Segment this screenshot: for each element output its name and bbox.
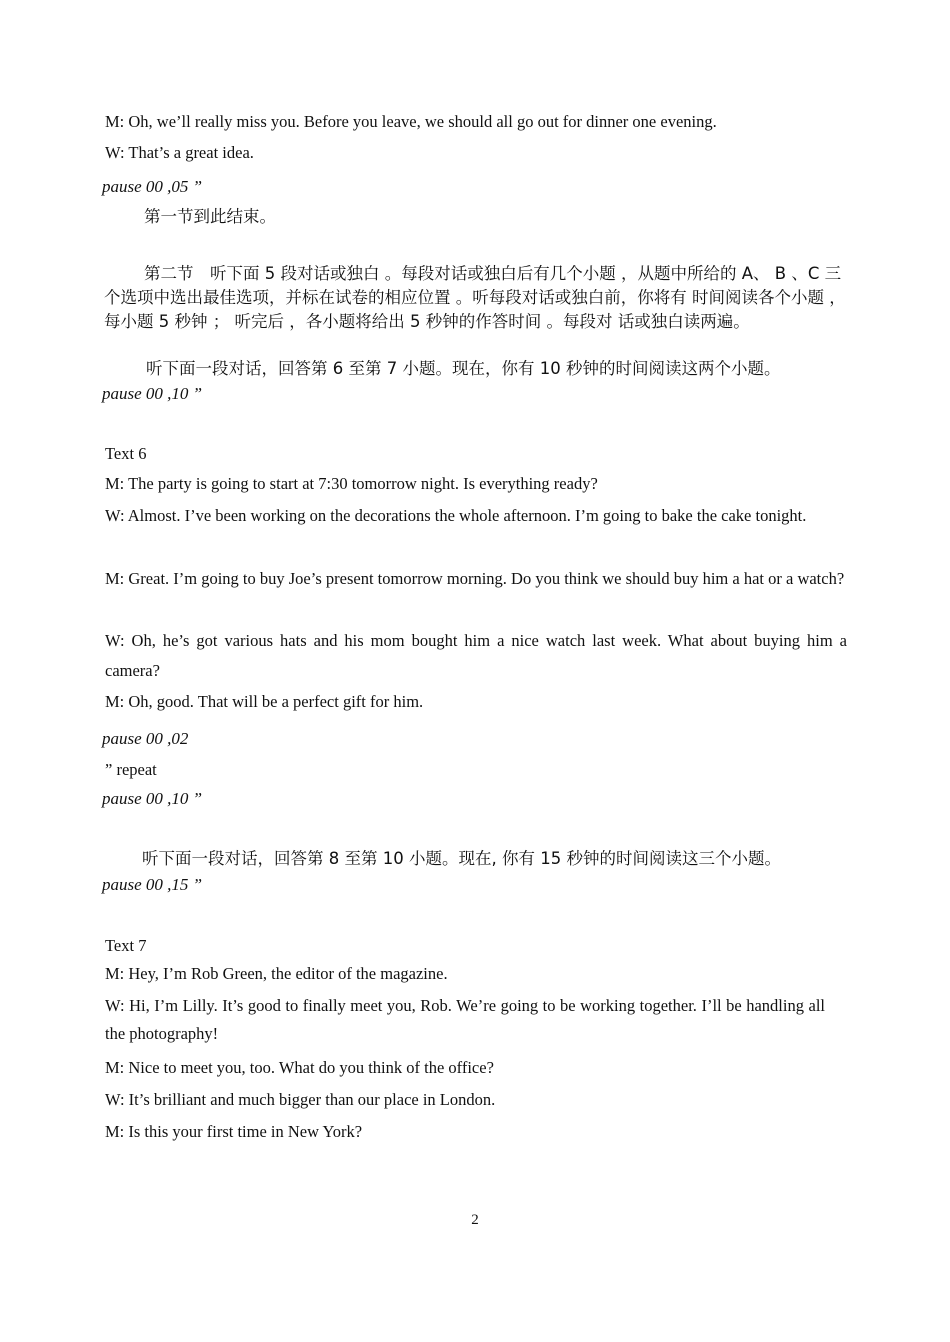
dialogue-line: W: That’s a great idea. [105,143,254,162]
question-instruction: 听下面一段对话，回答第 8 至第 10 小题。现在, 你有 15 秒钟的时间阅读这三个小题。 [142,849,781,868]
text-title: Text 6 [105,444,147,463]
dialogue-line: M: The party is going to start at 7:30 tomorrow night. Is everything ready? [105,474,598,493]
dialogue-line: W: Hi, I’m Lilly. It’s good to finally meet you, Rob. We’re going to be working together. I’ll be handling all the photography! [105,996,825,1043]
dialogue-line: M: Hey, I’m Rob Green, the editor of the magazine. [105,964,448,983]
question-instruction: 听下面一段对话，回答第 6 至第 7 小题。现在，你有 10 秒钟的时间阅读这两个小题。 [146,359,781,378]
section-end-note: 第一节到此结束。 [144,207,276,226]
dialogue-line: M: Is this your first time in New York? [105,1122,363,1141]
dialogue-line: W: Oh, he’s got various hats and his mom bought him a nice watch last week. What about buying him a camera? [105,631,847,680]
pause-marker: pause 00 ,10 ” [102,384,203,403]
dialogue-line: W: Almost. I’ve been working on the decorations the whole afternoon. I’m going to bake the cake tonight. [105,506,807,525]
page-number: 2 [471,1212,479,1228]
repeat-marker: ” repeat [105,760,157,779]
dialogue-line: M: Oh, good. That will be a perfect gift for him. [105,692,424,711]
pause-marker: pause 00 ,02 [102,729,189,748]
dialogue-line: W: It’s brilliant and much bigger than our place in London. [105,1090,496,1109]
pause-marker: pause 00 ,10 ” [102,789,203,808]
pause-marker: pause 00 ,15 ” [102,875,203,894]
section-instructions: 第二节 听下面 5 段对话或独白 。每段对话或独白后有几个小题 ，从题中所给的 A、 B 、C 三个选项中选出最佳选项，并标在试卷的相应位置 。听每段对话或独白前，你将有 时间阅读各个小题 ， 每小题 5 秒钟 ； 听完后 ，各小题将给出 5 秒钟的作答时间 。每段对 话或独白读两遍。 [104,264,846,331]
dialogue-line: M: Great. I’m going to buy Joe’s present tomorrow morning. Do you think we should buy him a hat or a watch? [105,569,845,588]
dialogue-line: M: Oh, we’ll really miss you. Before you leave, we should all go out for dinner one evening. [105,112,717,131]
dialogue-line: M: Nice to meet you, too. What do you think of the office? [105,1058,494,1077]
pause-marker: pause 00 ,05 ” [102,177,203,196]
text-title: Text 7 [105,936,147,955]
